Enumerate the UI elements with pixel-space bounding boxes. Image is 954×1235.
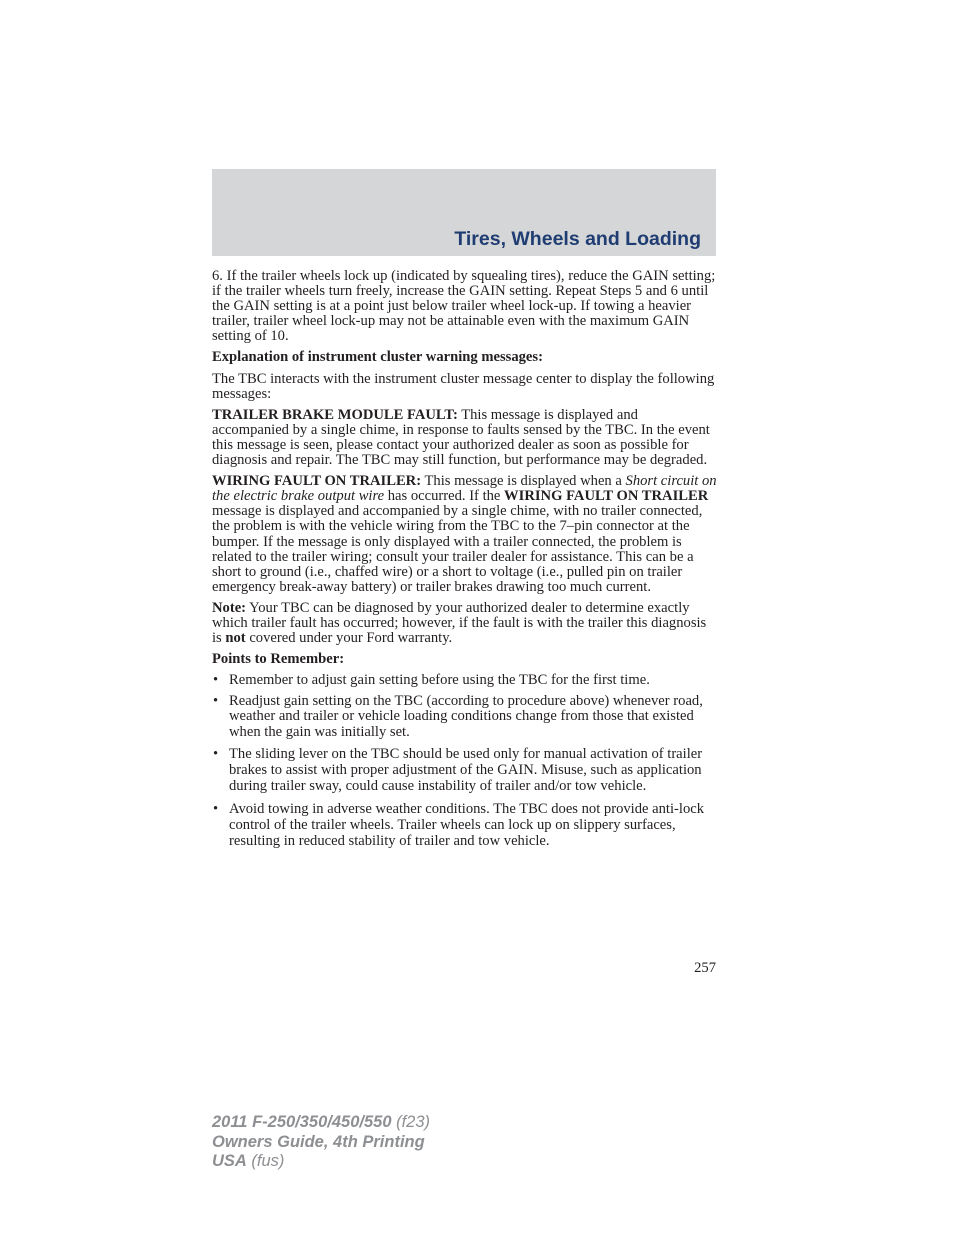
wiring-fault-paragraph: WIRING FAULT ON TRAILER: This message is displayed when a Short circuit on the electric brake output wire has occurred. If the WIRING FAULT ON TRAILER message is displayed and accompanied by a single chime, with no trailer connected, the problem is with the vehicle wiring from the TBC to the 7–pin connector at the bumper. If the message is only displayed with a trailer connected, the problem is related to the trailer wiring; consult your trailer dealer for assistance. This can be a short to ground (i.e., chaffed wire) or a short to voltage (i.e., pulled pin on trailer emergency break-away battery) or trailer brakes drawing too much current.: [212, 473, 717, 595]
bullet-icon: •: [213, 800, 219, 817]
bullet-icon: •: [213, 672, 219, 689]
list-item: • Remember to adjust gain setting before using the TBC for the first time.: [213, 672, 650, 689]
note-label: Note:: [212, 599, 247, 616]
points-heading: Points to Remember:: [212, 651, 345, 668]
module-fault-paragraph: TRAILER BRAKE MODULE FAULT: This message is displayed and accompanied by a single chime, in response to faults sensed by the TBC. In the event this message is seen, please contact your authorized dealer as soon as possible for diagnosis and repair. The TBC may still function, but performance may be degraded.: [212, 406, 710, 469]
bullet-icon: •: [213, 693, 219, 710]
explanation-heading: Explanation of instrument cluster warning messages:: [212, 349, 543, 366]
bullet-icon: •: [213, 745, 219, 762]
short-circuit-message: Short circuit on the electric brake output wire: [212, 473, 717, 505]
section-title: Tires, Wheels and Loading: [454, 228, 701, 250]
footer-model-line: 2011 F-250/350/450/550 (f23): [212, 1113, 431, 1131]
footer-guide-line: Owners Guide, 4th Printing: [212, 1132, 425, 1151]
section-header-band: [212, 169, 716, 256]
list-item: • Avoid towing in adverse weather conditions. The TBC does not provide anti-lock control of the trailer wheels. Trailer wheels can lock up on slippery surfaces, resulting in reduced stability of trailer and tow vehicle.: [213, 800, 705, 850]
list-item: • Readjust gain setting on the TBC (according to procedure above) whenever road, weather and trailer or vehicle loading conditions change from those that existed when the gain was initially set.: [213, 693, 703, 740]
wiring-fault-label-inline: WIRING FAULT ON TRAILER: [504, 488, 709, 505]
footer: [212, 1113, 430, 1172]
footer-market-line: USA (fus): [212, 1152, 285, 1170]
step-6-paragraph: 6. If the trailer wheels lock up (indicated by squealing tires), reduce the GAIN setting; if the trailer wheels turn freely, increase the GAIN setting. Repeat Steps 5 and 6 until the GAIN setting is at a point just below trailer wheel lock-up. If towing a heavier trailer, trailer wheel lock-up may not be attainable even with the maximum GAIN setting of 10.: [212, 268, 716, 345]
note-paragraph: Note: Your TBC can be diagnosed by your authorized dealer to determine exactly which trailer fault has occurred; however, if the fault is with the trailer this diagnosis is not covered under your Ford warranty.: [212, 599, 707, 647]
module-fault-label: TRAILER BRAKE MODULE FAULT:: [212, 406, 458, 423]
points-list: [212, 673, 717, 849]
tbc-interacts-paragraph: The TBC interacts with the instrument cluster message center to display the following messages:: [212, 370, 715, 402]
note-emphasis: not: [225, 630, 246, 647]
wiring-fault-label: WIRING FAULT ON TRAILER:: [212, 473, 422, 490]
page-content: [212, 269, 717, 855]
page-number: 257: [694, 960, 716, 976]
list-item: • The sliding lever on the TBC should be used only for manual activation of trailer brakes to assist with proper adjustment of the GAIN. Misuse, such as application during trailer sway, could cause instability of trailer and/or tow vehicle.: [213, 745, 703, 795]
